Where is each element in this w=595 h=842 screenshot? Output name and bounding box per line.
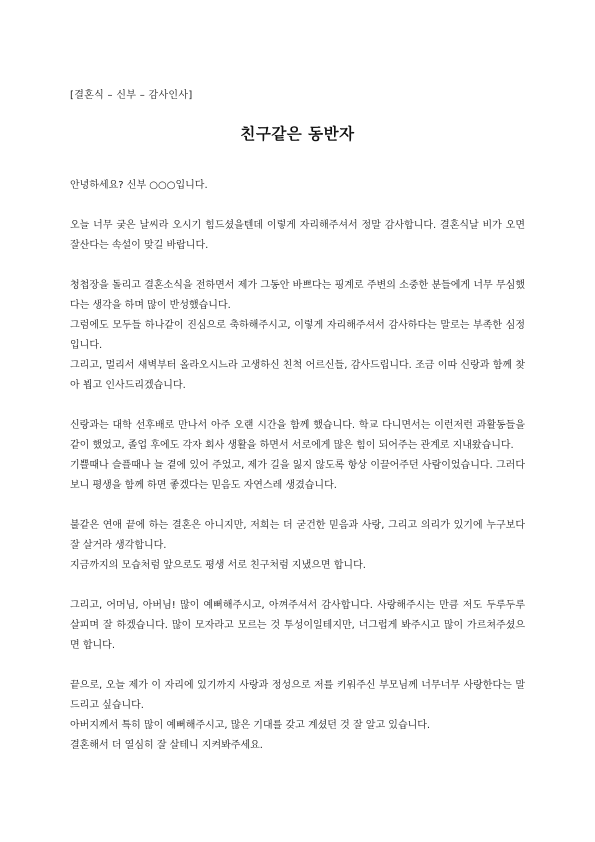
sentence: 아버지께서 특히 많이 예뻐해주시고, 많은 기대를 갖고 계셨던 것 잘 알고 있습니다. [70, 720, 431, 731]
sentence: 그리고, 어머님, 아버님! 많이 예뻐해주시고, 아껴주셔서 감사합니다. 사랑해주시는 만큼 저도 두루두루 살피며 잘 하겠습니다. 많이 모자라고 모르는 것 투성이일테지만, 너그럽게 봐주시고 많이 가르쳐주셨으면 합니다. [70, 600, 525, 651]
category-label: [결혼식 – 신부 – 감사인사] [70, 90, 193, 101]
paragraph-groom-story [70, 416, 525, 496]
sentence: 기쁠때나 슬플때나 늘 곁에 있어 주었고, 제가 길을 잃지 않도록 항상 이끌어주던 사람이었습니다. 그러다보니 평생을 함께 하면 좋겠다는 믿음도 자연스레 생겼습니다. [70, 460, 525, 491]
sentence: 끝으로, 오늘 제가 이 자리에 있기까지 사랑과 정성으로 저를 키워주신 부모님께 너무너무 사랑한다는 말 드리고 싶습니다. [70, 680, 525, 711]
sentence: 결혼해서 더 열심히 잘 살테니 지켜봐주세요. [70, 740, 263, 751]
sentence: 그럼에도 모두들 하나같이 진심으로 축하해주시고, 이렇게 자리해주셔서 감사하다는 말로는 부족한 심정입니다. [70, 320, 525, 351]
sentence: 지금까지의 모습처럼 앞으로도 평생 서로 친구처럼 지냈으면 합니다. [70, 560, 366, 571]
sentence: 불같은 연애 끝에 하는 결혼은 아니지만, 저희는 더 굳건한 믿음과 사랑, 그리고 의리가 있기에 누구보다 잘 살거라 생각합니다. [70, 520, 525, 551]
page-title: 친구같은 동반자 [240, 125, 355, 143]
sentence: 청첩장을 돌리고 결혼소식을 전하면서 제가 그동안 바쁘다는 핑계로 주변의 소중한 분들에게 너무 무심했다는 생각을 하며 많이 반성했습니다. [70, 280, 525, 311]
paragraph-greeting [70, 176, 525, 196]
paragraph-thanks-guests [70, 276, 525, 396]
sentence: 신랑과는 대학 선후배로 만나서 아주 오랜 시간을 함께 했습니다. 학교 다니면서는 이런저런 과활동들을 같이 했었고, 졸업 후에도 각자 회사 생활을 하면서 서로에게 많은 힘이 되어주는 관계로 지내왔습니다. [70, 420, 525, 451]
paragraph-promise [70, 516, 525, 576]
sentence: 오늘 너무 궂은 날씨라 오시기 힘드셨을텐데 이렇게 자리해주셔서 정말 감사합니다. 결혼식날 비가 오면 잘산다는 속설이 맞길 바랍니다. [70, 220, 525, 251]
sentence: 그리고, 멀리서 새벽부터 올라오시느라 고생하신 친척 어르신들, 감사드립니다. 조금 이따 신랑과 함께 찾아 뵙고 인사드리겠습니다. [70, 360, 525, 391]
paragraph-parents [70, 676, 525, 756]
paragraph-in-laws [70, 596, 525, 656]
paragraph-weather [70, 216, 525, 256]
sentence: 안녕하세요? 신부 ○○○입니다. [70, 180, 208, 191]
speech-body [70, 176, 525, 776]
